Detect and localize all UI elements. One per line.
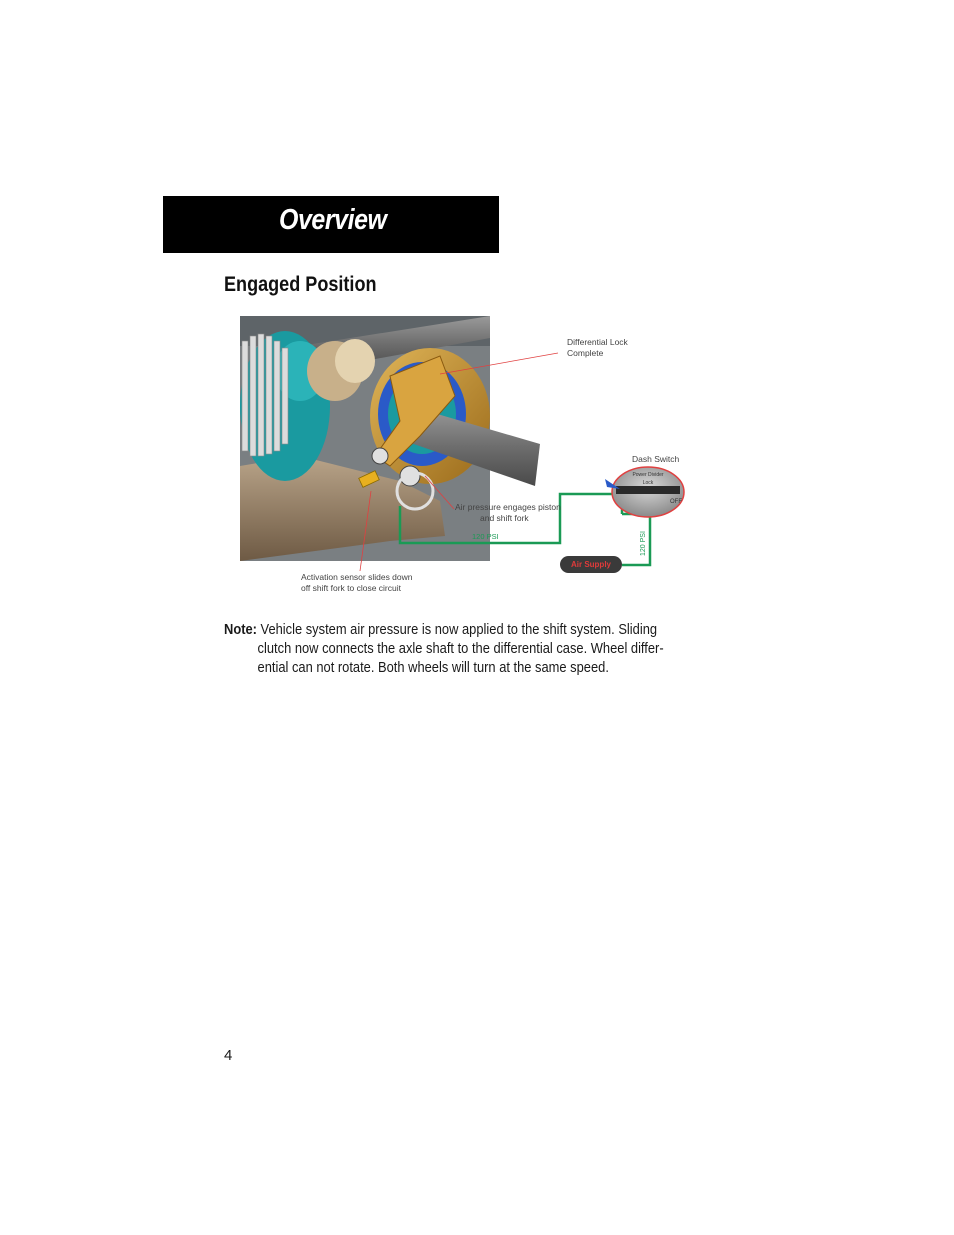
switch-state: OFF <box>670 499 682 505</box>
callout-diff-lock-1: Differential Lock <box>567 337 628 347</box>
callout-sensor-2: off shift fork to close circuit <box>301 583 401 591</box>
axle-assembly-illustration <box>240 316 540 561</box>
switch-label-1: Power Divider <box>632 472 664 478</box>
switch-label-2: Lock <box>642 480 654 486</box>
note-label: Note: <box>224 621 257 638</box>
note-line-3: ential can not rotate. Both wheels will turn at the same speed. <box>257 659 609 676</box>
psi-label-vertical: 120 PSI <box>640 531 647 556</box>
callout-sensor-1: Activation sensor slides down <box>301 572 413 582</box>
note-line-1 <box>224 620 671 639</box>
note-paragraph <box>224 620 671 677</box>
banner-title: Overview <box>279 204 387 236</box>
note-text-1: Vehicle system air pressure is now applied to the shift system. Sliding <box>260 621 658 638</box>
note-line-2: clutch now connects the axle shaft to the differential case. Wheel differ- <box>257 640 664 657</box>
callout-air-pressure-1: Air pressure engages piston <box>455 502 561 512</box>
air-supply-label: Air Supply <box>570 560 612 569</box>
engaged-position-diagram <box>240 316 690 591</box>
diagram-svg <box>240 316 690 591</box>
callout-diff-lock-2: Complete <box>567 348 604 358</box>
callout-dash-switch: Dash Switch <box>632 454 680 464</box>
psi-label-horizontal: 120 PSI <box>472 532 499 541</box>
page-number: 4 <box>224 1047 233 1064</box>
callout-air-pressure-2: and shift fork <box>480 513 529 523</box>
section-heading: Engaged Position <box>224 273 377 296</box>
section-banner <box>163 196 499 253</box>
